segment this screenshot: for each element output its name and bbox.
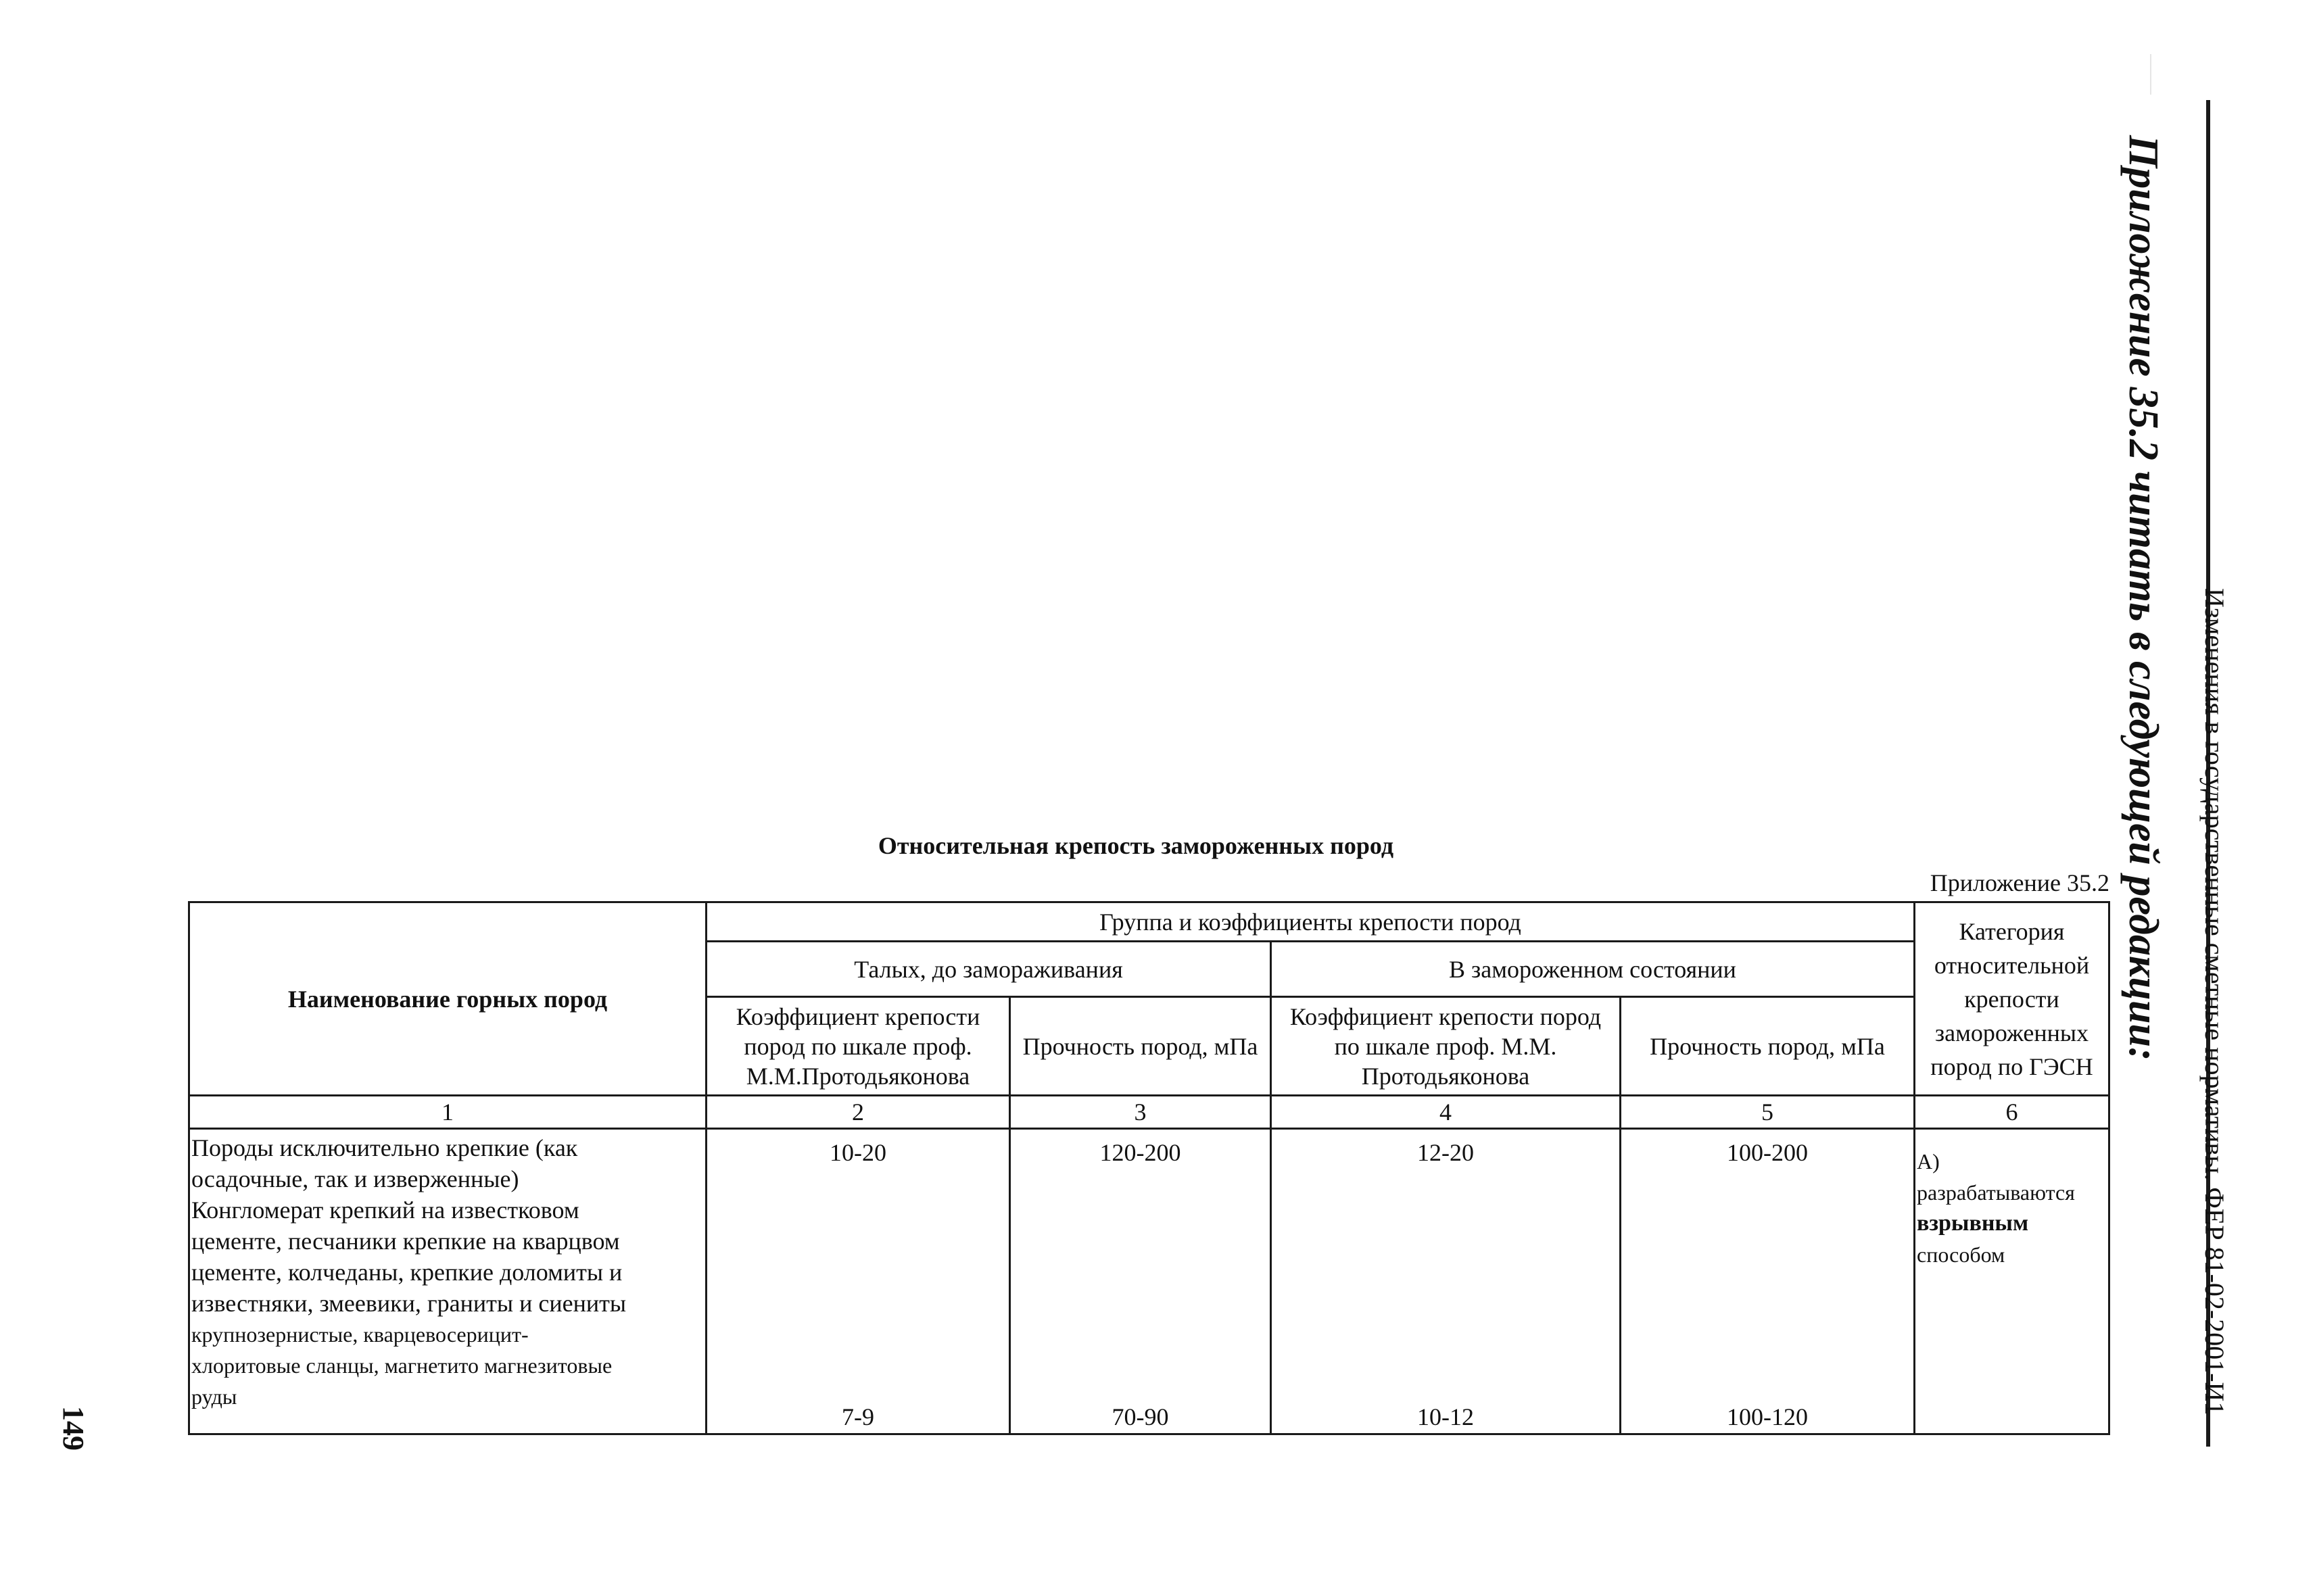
page-number: 149 (57, 1406, 90, 1451)
strength-frozen-cell (1621, 1129, 1915, 1434)
strength-thawed-cell (1010, 1129, 1271, 1434)
coef-frozen-cell (1271, 1129, 1621, 1434)
category-line: способом (1917, 1242, 2005, 1267)
rock-description-line: Породы исключительно крепкие (как (191, 1134, 578, 1161)
column-number: 6 (1915, 1096, 2109, 1129)
strength-thawed-value: 70-90 (1112, 1403, 1169, 1430)
rock-description-line: известняки, змеевики, граниты и сиениты (191, 1290, 627, 1317)
rock-description-line: хлоритовые сланцы, магнетито магнезитовые (191, 1353, 613, 1378)
header-rock-name: Наименование горных пород (189, 902, 707, 1096)
coef-frozen-value: 10-12 (1417, 1403, 1474, 1430)
strength-frozen-value: 100-200 (1727, 1139, 1808, 1166)
header-category: Категория относительной крепости замороженных пород по ГЭСН (1915, 902, 2109, 1096)
rock-description-line: руды (191, 1384, 237, 1409)
coef-thawed-value: 10-20 (830, 1139, 886, 1166)
column-number: 3 (1010, 1096, 1271, 1129)
header-coef-thawed: Коэффициент крепости пород по шкале проф. М.М.Протодьяконова (707, 997, 1010, 1096)
header-group: Группа и коэффициенты крепости пород (707, 902, 1915, 942)
table-title: Относительная крепость замороженных пород (878, 832, 1394, 859)
coef-thawed-cell (707, 1129, 1010, 1434)
coef-frozen-value: 12-20 (1417, 1139, 1474, 1166)
column-number: 2 (707, 1096, 1010, 1129)
rock-strength-table (188, 901, 2110, 1435)
header-coef-frozen: Коэффициент крепости пород по шкале проф. М.М. Протодьяконова (1271, 997, 1621, 1096)
coef-thawed-value: 7-9 (842, 1403, 874, 1430)
strength-frozen-value: 100-120 (1727, 1403, 1808, 1430)
rock-description-line: осадочные, так и изверженные) (191, 1165, 519, 1192)
header-strength-frozen: Прочность пород, мПа (1621, 997, 1915, 1096)
rock-description (189, 1129, 707, 1434)
column-number: 1 (189, 1096, 707, 1129)
header-thawed: Талых, до замораживания (707, 942, 1271, 997)
appendix-label: Приложение 35.2 (1930, 869, 2109, 896)
rock-description-line: Конгломерат крепкий на известковом (191, 1196, 579, 1224)
page-heading: Приложение 35.2 читать в следующей редакции: (2120, 135, 2166, 1061)
table-row (189, 1129, 2109, 1434)
running-header: Изменения в государственные сметные нормативы. ФЕР 81-02-2001-И1 (2199, 588, 2230, 1416)
header-strength-thawed: Прочность пород, мПа (1010, 997, 1271, 1096)
column-number: 4 (1271, 1096, 1621, 1129)
strength-thawed-value: 120-200 (1099, 1139, 1181, 1166)
category-line: взрывным (1917, 1211, 2029, 1236)
column-number: 5 (1621, 1096, 1915, 1129)
rock-description-line: цементе, колчеданы, крепкие доломиты и (191, 1259, 623, 1286)
header-frozen: В замороженном состоянии (1271, 942, 1915, 997)
scan-artifact (2150, 54, 2151, 95)
category-line: разрабатываются (1917, 1180, 2075, 1205)
rock-description-line: крупнозернистые, кварцевосерицит- (191, 1322, 529, 1347)
rock-description-line: цементе, песчаники крепкие на кварцвом (191, 1228, 620, 1255)
category-line: А) (1917, 1149, 1940, 1174)
category-cell (1915, 1129, 2109, 1434)
